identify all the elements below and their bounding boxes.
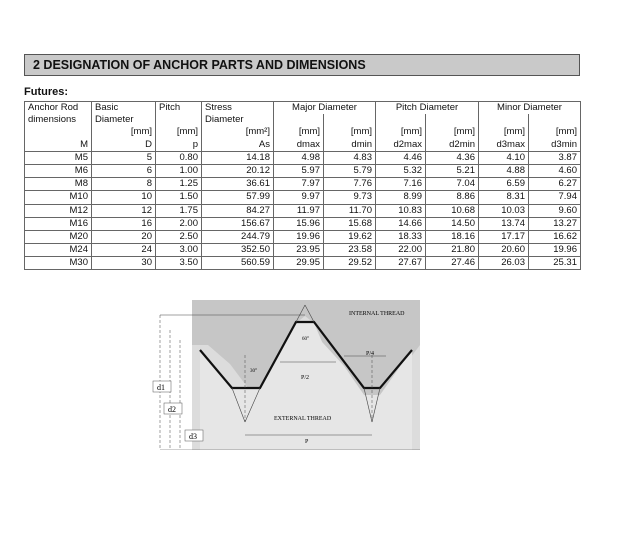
table-cell: 21.80	[426, 244, 479, 257]
symbol-cell: dmin	[324, 139, 376, 152]
table-cell: 10	[92, 191, 156, 204]
symbol-cell: As	[202, 139, 274, 152]
symbol-cell: p	[156, 139, 202, 152]
header-anchor-rod-2: dimensions	[25, 114, 92, 126]
unit-cell: [mm]	[92, 126, 156, 138]
header-basic-2: Diameter	[92, 114, 156, 126]
table-cell: 6.59	[479, 178, 529, 191]
table-cell: 19.62	[324, 230, 376, 243]
table-cell: 15.68	[324, 217, 376, 230]
unit-cell: [mm]	[376, 126, 426, 138]
table-cell: 7.94	[529, 191, 581, 204]
table-cell: M12	[25, 204, 92, 217]
table-cell: 8.86	[426, 191, 479, 204]
table-cell: 9.60	[529, 204, 581, 217]
table-cell: 4.88	[479, 164, 529, 177]
thread-profile-drawing	[150, 300, 420, 450]
internal-thread-label: INTERNAL THREAD	[349, 311, 405, 317]
table-cell: 23.58	[324, 244, 376, 257]
table-row	[25, 244, 581, 257]
table-cell: 6	[92, 164, 156, 177]
section-title: 2 DESIGNATION OF ANCHOR PARTS AND DIMENSIONS	[24, 54, 580, 76]
table-cell: 11.97	[274, 204, 324, 217]
futures-label: Futures:	[24, 86, 68, 98]
table-cell: 4.46	[376, 151, 426, 164]
table-cell: 560.59	[202, 257, 274, 270]
table-cell: 156.67	[202, 217, 274, 230]
table-cell: M10	[25, 191, 92, 204]
unit-cell: [mm²]	[202, 126, 274, 138]
table-cell: 5.21	[426, 164, 479, 177]
table-cell: 3.87	[529, 151, 581, 164]
table-cell: 7.16	[376, 178, 426, 191]
table-cell: 24	[92, 244, 156, 257]
table-cell: 19.96	[529, 244, 581, 257]
table-cell: 10.68	[426, 204, 479, 217]
table-cell: 36.61	[202, 178, 274, 191]
table-cell: 11.70	[324, 204, 376, 217]
table-cell: 26.03	[479, 257, 529, 270]
table-cell: M5	[25, 151, 92, 164]
symbol-cell: d2max	[376, 139, 426, 152]
table-cell: 84.27	[202, 204, 274, 217]
table-row	[25, 257, 581, 270]
anchor-dimensions-table	[24, 101, 581, 270]
table-cell: 57.99	[202, 191, 274, 204]
table-cell: 1.25	[156, 178, 202, 191]
table-row	[25, 191, 581, 204]
table-cell: 244.79	[202, 230, 274, 243]
unit-cell	[25, 126, 92, 138]
d1-label: d1	[157, 383, 165, 392]
d3-label: d3	[189, 432, 197, 441]
table-cell: 8	[92, 178, 156, 191]
symbol-cell: d3max	[479, 139, 529, 152]
table-cell: 27.67	[376, 257, 426, 270]
table-cell: 1.75	[156, 204, 202, 217]
unit-cell: [mm]	[324, 126, 376, 138]
unit-cell: [mm]	[156, 126, 202, 138]
table-cell: 5	[92, 151, 156, 164]
table-cell: M8	[25, 178, 92, 191]
table-cell: 6.27	[529, 178, 581, 191]
table-cell: 14.66	[376, 217, 426, 230]
header-anchor-rod: Anchor Rod	[25, 102, 92, 115]
table-cell: 29.95	[274, 257, 324, 270]
table-row	[25, 230, 581, 243]
table-cell: 15.96	[274, 217, 324, 230]
table-cell: 10.03	[479, 204, 529, 217]
table-row	[25, 178, 581, 191]
symbol-cell: M	[25, 139, 92, 152]
table-cell: 352.50	[202, 244, 274, 257]
unit-cell: [mm]	[426, 126, 479, 138]
p-quarter-label: P/4	[366, 351, 375, 357]
table-cell: 7.97	[274, 178, 324, 191]
table-cell: 7.76	[324, 178, 376, 191]
table-cell: 1.00	[156, 164, 202, 177]
table-cell: 1.50	[156, 191, 202, 204]
symbol-cell: d2min	[426, 139, 479, 152]
header-pitch: Pitch	[156, 102, 202, 115]
table-cell: 30	[92, 257, 156, 270]
table-cell: 12	[92, 204, 156, 217]
table-cell: 2.00	[156, 217, 202, 230]
table-cell: 10.83	[376, 204, 426, 217]
table-cell: 9.73	[324, 191, 376, 204]
table-cell: 19.96	[274, 230, 324, 243]
table-cell: 4.98	[274, 151, 324, 164]
table-cell: 20.12	[202, 164, 274, 177]
table-cell: 25.31	[529, 257, 581, 270]
table-cell: 17.17	[479, 230, 529, 243]
table-cell: 14.50	[426, 217, 479, 230]
table-cell: 20.60	[479, 244, 529, 257]
angle-60-label: 60°	[302, 337, 309, 342]
table-cell: 4.83	[324, 151, 376, 164]
table-cell: M24	[25, 244, 92, 257]
table-cell: 3.50	[156, 257, 202, 270]
table-cell: 18.33	[376, 230, 426, 243]
table-cell: M6	[25, 164, 92, 177]
table-cell: 27.46	[426, 257, 479, 270]
table-cell: 4.10	[479, 151, 529, 164]
header-stress-2: Diameter	[202, 114, 274, 126]
p-label: P	[305, 439, 309, 445]
header-major-diameter: Major Diameter	[274, 102, 376, 115]
table-cell: 8.31	[479, 191, 529, 204]
table-row	[25, 151, 581, 164]
table-cell: 9.97	[274, 191, 324, 204]
header-basic: Basic	[92, 102, 156, 115]
table-row	[25, 217, 581, 230]
table-cell: 7.04	[426, 178, 479, 191]
table-cell: M30	[25, 257, 92, 270]
symbol-cell: dmax	[274, 139, 324, 152]
table-body	[25, 151, 581, 270]
table-cell: 14.18	[202, 151, 274, 164]
table-cell: 23.95	[274, 244, 324, 257]
table-cell: 0.80	[156, 151, 202, 164]
angle-30-label: 30°	[250, 369, 257, 374]
p-half-label: P/2	[301, 375, 310, 381]
table-cell: 22.00	[376, 244, 426, 257]
header-stress: Stress	[202, 102, 274, 115]
unit-cell: [mm]	[274, 126, 324, 138]
table-cell: 16.62	[529, 230, 581, 243]
header-pitch-diameter: Pitch Diameter	[376, 102, 479, 115]
header-minor-diameter: Minor Diameter	[479, 102, 581, 115]
table-row	[25, 204, 581, 217]
table-cell: 20	[92, 230, 156, 243]
table-cell: 13.74	[479, 217, 529, 230]
table-cell: 5.32	[376, 164, 426, 177]
unit-cell: [mm]	[529, 126, 581, 138]
table-cell: M16	[25, 217, 92, 230]
table-cell: M20	[25, 230, 92, 243]
table-cell: 16	[92, 217, 156, 230]
table-cell: 29.52	[324, 257, 376, 270]
external-thread-label: EXTERNAL THREAD	[274, 416, 332, 422]
table-cell: 3.00	[156, 244, 202, 257]
symbol-cell: D	[92, 139, 156, 152]
table-cell: 8.99	[376, 191, 426, 204]
d2-label: d2	[168, 405, 176, 414]
table-cell: 13.27	[529, 217, 581, 230]
table-row	[25, 164, 581, 177]
table-cell: 4.60	[529, 164, 581, 177]
symbol-cell: d3min	[529, 139, 581, 152]
unit-cell: [mm]	[479, 126, 529, 138]
table-cell: 4.36	[426, 151, 479, 164]
table-cell: 18.16	[426, 230, 479, 243]
table-cell: 5.97	[274, 164, 324, 177]
table-cell: 5.79	[324, 164, 376, 177]
table-cell: 2.50	[156, 230, 202, 243]
